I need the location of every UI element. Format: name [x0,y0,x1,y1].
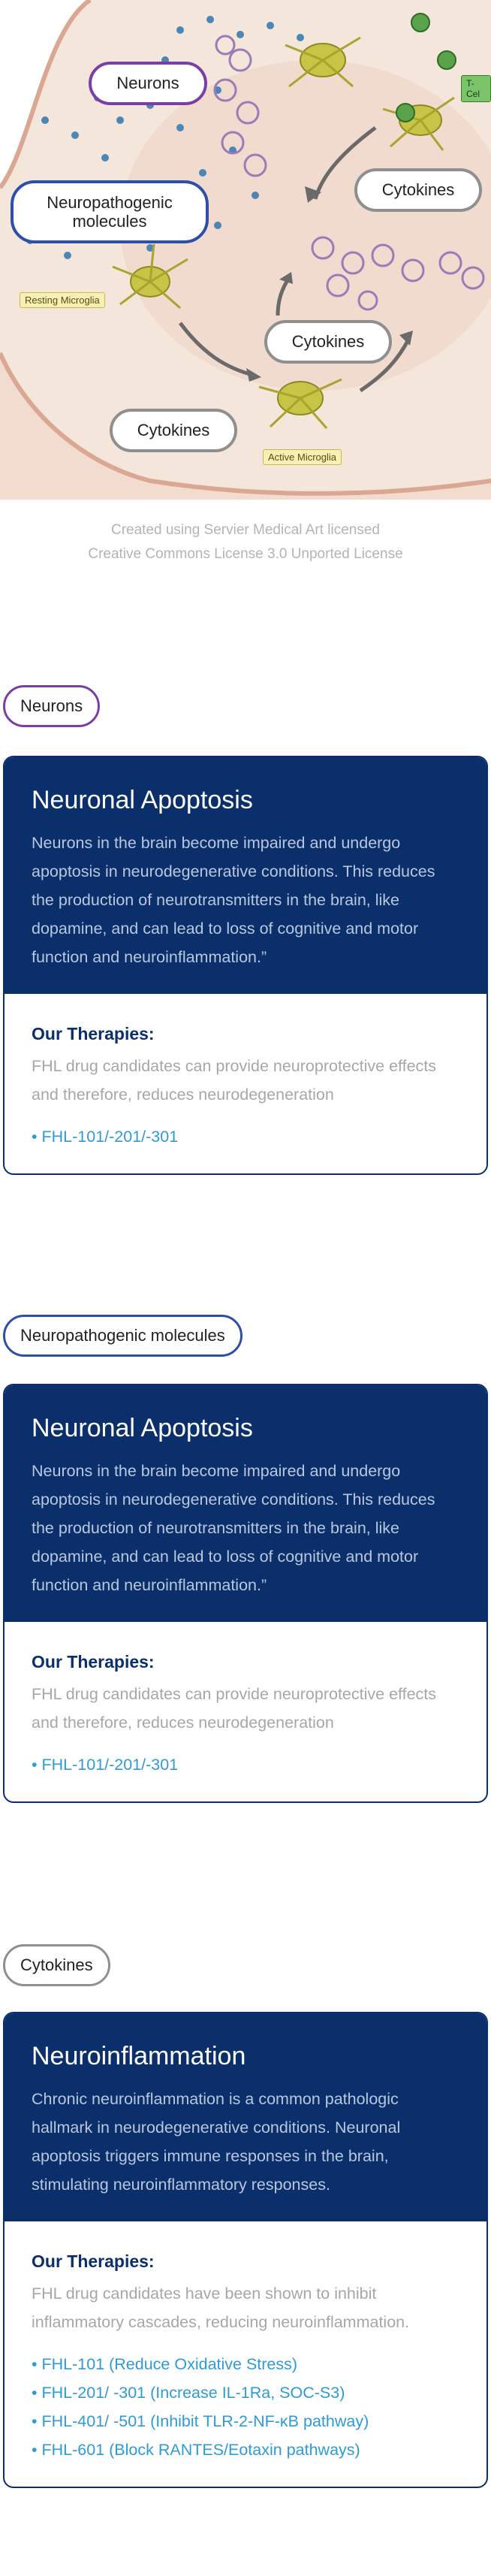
card-cytokines [3,2012,488,2488]
label-cytokines-middle: Cytokines [264,320,392,364]
label-neurons: Neurons [89,62,207,105]
therapies-text: FHL drug candidates can provide neuroprotective effects and therefore, reduces neurodegeneration [32,1057,437,1104]
label-cytokines-right: Cytokines [354,168,482,212]
therapy-link-fhl-101-201-301[interactable]: • FHL-101/-201/-301 [32,1128,179,1146]
card-description: Chronic neuroinflammation is a common pathologic hallmark in neurodegenerative conditions. Neuronal apoptosis triggers immune responses in the brain, stimulating neuroinflammatory responses. [32,2090,401,2194]
card-header [5,2013,486,2221]
card-description: Neurons in the brain become impaired and undergo apoptosis in neurodegenerative conditions. This reduces the production of neurotransmitters in the brain, like dopamine, and can lead to loss of cognitive and motor function and neuroinflammation.” [32,834,435,966]
credit-line-2: Creative Commons License 3.0 Unported License [88,546,403,562]
tissue-diagram [0,0,491,500]
label-active-microglia: Active Microglia [263,449,342,465]
label-t-cell: T-Cel [461,75,491,102]
card-header [5,757,486,994]
therapies-heading: Our Therapies: [32,1024,155,1043]
card-description: Neurons in the brain become impaired and undergo apoptosis in neurodegenerative conditions. This reduces the production of neurotransmitters in the brain, like dopamine, and can lead to loss of cognitive and motor function and neuroinflammation.” [32,1462,435,1594]
image-credit [0,518,491,566]
therapies-text: FHL drug candidates have been shown to inhibit inflammatory cascades, reducing neuroinflammation. [32,2285,410,2331]
label-neuropathogenic-molecules: Neuropathogenic molecules [11,180,209,243]
card-title: Neuroinflammation [32,2042,246,2070]
therapies-text: FHL drug candidates can provide neuroprotective effects and therefore, reduces neurodegeneration [32,1685,437,1732]
card-therapies [5,1622,486,1801]
brain-illustration [0,0,491,500]
tab-neurons[interactable]: Neurons [3,685,100,727]
card-neuropathogenic-molecules [3,1384,488,1803]
therapy-link-fhl-601[interactable]: • FHL-601 (Block RANTES/Eotaxin pathways) [32,2441,360,2459]
therapies-heading: Our Therapies: [32,1652,155,1672]
tab-cytokines[interactable]: Cytokines [3,1944,110,1986]
tab-neuropathogenic-molecules[interactable]: Neuropathogenic molecules [3,1315,242,1357]
label-cytokines-bottom: Cytokines [110,409,237,452]
therapy-link-fhl-101[interactable]: • FHL-101 (Reduce Oxidative Stress) [32,2355,298,2373]
card-therapies [5,994,486,1173]
card-header [5,1385,486,1622]
card-therapies [5,2221,486,2487]
therapies-heading: Our Therapies: [32,2251,155,2271]
credit-line-1: Created using Servier Medical Art licensed [110,522,380,538]
card-title: Neuronal Apoptosis [32,1414,253,1442]
card-neurons [3,756,488,1175]
therapy-link-fhl-201-301[interactable]: • FHL-201/ -301 (Increase IL-1Ra, SOC-S3) [32,2384,345,2402]
therapy-link-fhl-401-501[interactable]: • FHL-401/ -501 (Inhibit TLR-2-NF-κB pathway) [32,2412,369,2430]
label-resting-microglia: Resting Microglia [20,292,105,308]
card-title: Neuronal Apoptosis [32,786,253,814]
therapy-link-fhl-101-201-301[interactable]: • FHL-101/-201/-301 [32,1756,179,1774]
